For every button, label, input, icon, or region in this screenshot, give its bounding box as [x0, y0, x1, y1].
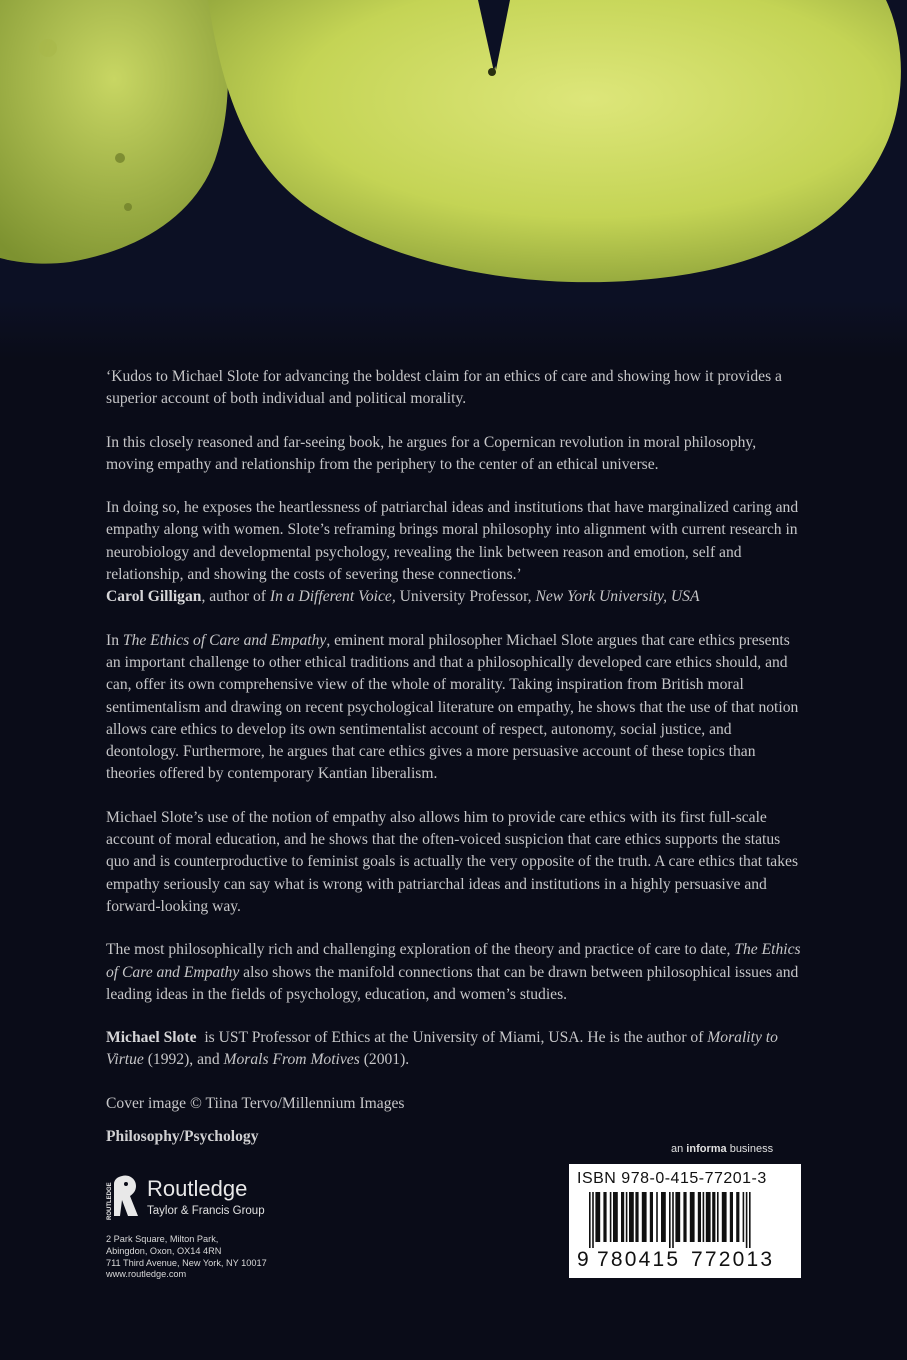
author-bio-text-1: is UST Professor of Ethics at the University of Miami, USA. He is the author of: [196, 1029, 708, 1047]
description-p3-rest: also shows the manifold connections that can be drawn between philosophical issues and leading ideas in the fields of psychology, education, and women’s studies.: [106, 963, 799, 1003]
endorser-author-of: , author of: [201, 588, 270, 606]
address-line: 711 Third Avenue, New York, NY 10017: [106, 1257, 267, 1268]
cover-credit: Cover image © Tiina Tervo/Millennium Images: [106, 1094, 405, 1112]
author-bio-text-3: (2001).: [359, 1051, 410, 1069]
routledge-knight-logo-icon: [114, 1175, 138, 1216]
barcode-digit-group-2: 772013: [691, 1248, 775, 1271]
author-name: Michael Slote: [106, 1029, 197, 1047]
back-cover-text: [106, 366, 806, 1136]
endorser-institution: New York University, USA: [535, 588, 700, 606]
endorser-name: Carol Gilligan: [106, 588, 202, 606]
informa-brand: informa: [686, 1143, 727, 1155]
address-line: Abingdon, Oxon, OX14 4RN: [106, 1245, 222, 1256]
description-p1-rest: , eminent moral philosopher Michael Slote argues that care ethics presents an important challenge to other ethical traditions and that a philosophically developed care ethics should, and can, offer its own comprehensive view of the whole of morality. Taking inspiration from British moral sentimentalism and drawing on recent psychological literature on empathy, he shows that the use of that notion allows care ethics to develop its own sentimentalist account of respect, autonomy, social justice, and deontology. Furthermore, he argues that care ethics gives a more persuasive account of these topics than theories offered by contemporary Kantian liberalism.: [106, 631, 799, 783]
publisher-address: [106, 1234, 267, 1281]
description-p3-lead: The most philosophically rich and challenging exploration of the theory and practice of care to date,: [106, 941, 735, 959]
informa-prefix: an: [671, 1143, 687, 1155]
informa-suffix: business: [726, 1143, 774, 1155]
barcode-lead-digit: 9: [577, 1248, 589, 1271]
isbn-barcode: [569, 1164, 801, 1278]
description-paragraph-1: [106, 630, 806, 786]
author-book-2: Morals From Motives: [223, 1051, 360, 1069]
endorser-book: In a Different Voice,: [269, 588, 396, 606]
publisher-name: Routledge: [147, 1176, 248, 1201]
subject-category: Philosophy/Psychology: [106, 1128, 259, 1145]
description-p1-book-title: The Ethics of Care and Empathy: [122, 631, 327, 649]
author-bio: [106, 1027, 806, 1072]
publisher-group: Taylor & Francis Group: [147, 1205, 265, 1217]
description-paragraph-3: [106, 939, 806, 1006]
description-p3-book-title: The Ethics of Care and Empathy: [106, 941, 801, 981]
endorsement-paragraph-1: ‘Kudos to Michael Slote for advancing the boldest claim for an ethics of care and showing how it provides a superior account of both individual and political morality.: [106, 368, 782, 408]
publisher-website: www.routledge.com: [106, 1269, 187, 1280]
author-book-1: Morality to Virtue: [106, 1029, 778, 1069]
barcode-digit-group-1: 780415: [597, 1248, 681, 1271]
cover-image-lily-pads: [0, 0, 907, 360]
informa-business-tagline: [671, 1143, 773, 1155]
author-bio-text-2: (1992), and: [143, 1051, 224, 1069]
endorser-role: University Professor,: [395, 588, 536, 606]
endorsement-paragraph-3: [106, 497, 806, 608]
endorsement-paragraph-2: In this closely reasoned and far-seeing book, he argues for a Copernican revolution in moral philosophy, moving empathy and relationship from the periphery to the center of an ethical universe.: [106, 433, 757, 473]
endorsement-paragraph-3-text: In doing so, he exposes the heartlessness of patriarchal ideas and institutions that have marginalized caring and empathy along with women. Slote’s reframing brings moral philosophy into alignment with current research in neurobiology and developmental psychology, revealing the link between reason and emotion, self and relationship, and showing the costs of severing these connections.’: [106, 499, 799, 584]
description-paragraph-2: Michael Slote’s use of the notion of empathy also allows him to provide care ethics with its first full-scale account of moral education, and he shows that the often-voiced suspicion that care ethics supports the status quo and is counterproductive to feminist goals is actually the very opposite of the truth. A care ethics that takes empathy seriously can say what is wrong with patriarchal ideas and institutions in a highly persuasive and forward-looking way.: [106, 808, 799, 915]
description-p1-lead: In: [106, 631, 123, 649]
routledge-vertical-text: ROUTLEDGE: [107, 1182, 113, 1220]
isbn-label: ISBN 978-0-415-77201-3: [577, 1170, 767, 1187]
address-line: 2 Park Square, Milton Park,: [106, 1234, 219, 1244]
